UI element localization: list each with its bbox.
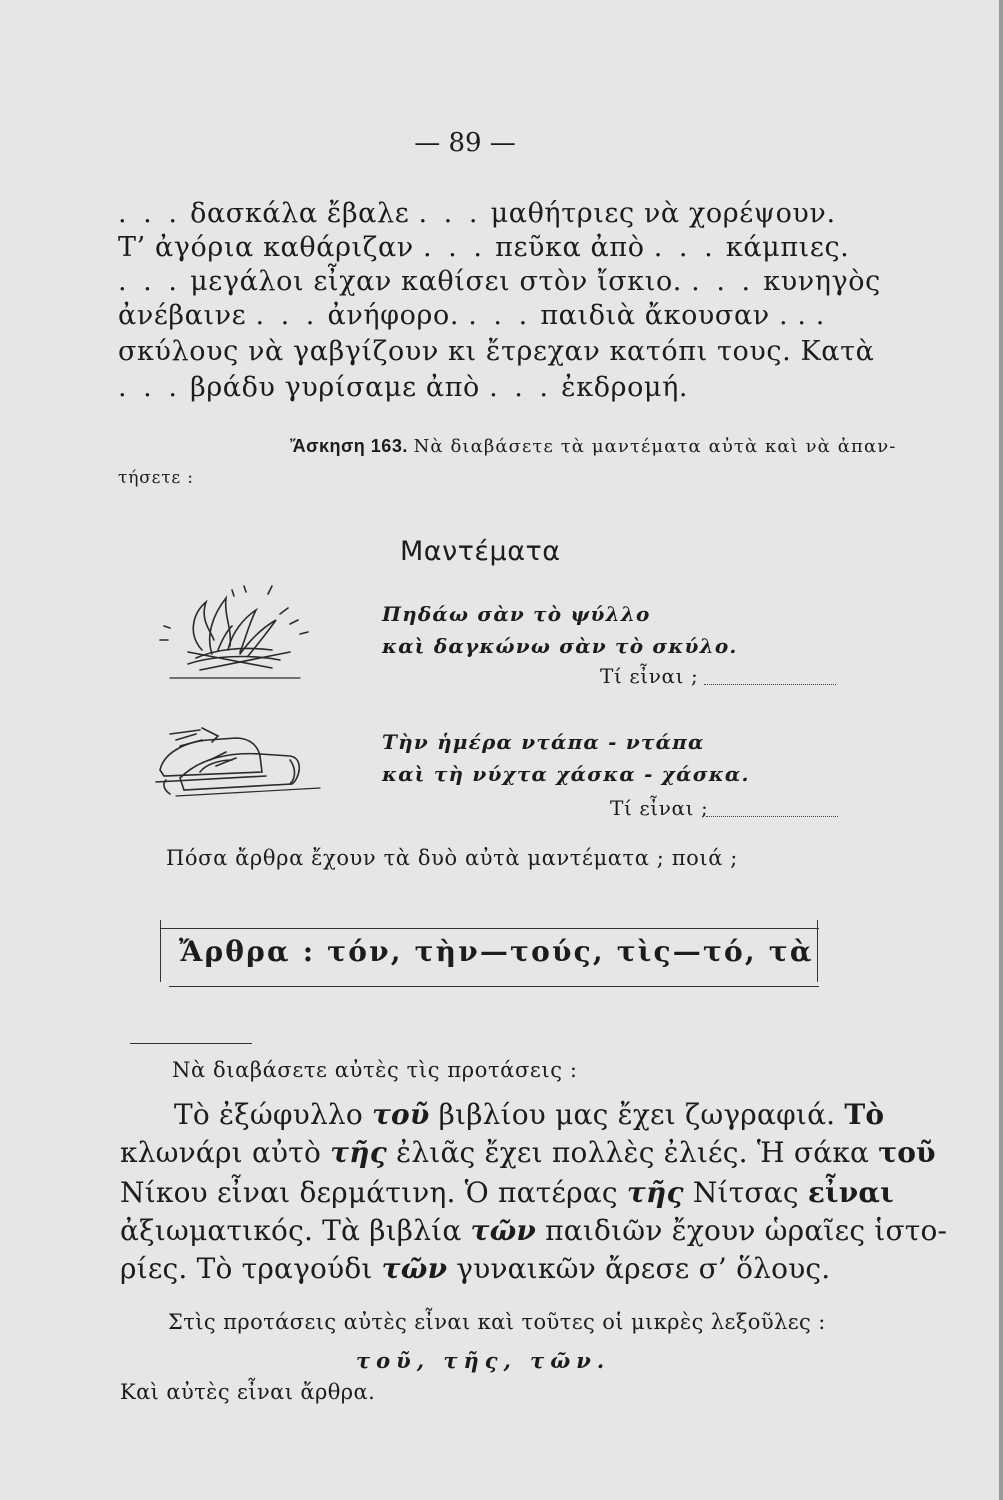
intro-line-3: . . . μεγάλοι εἶχαν καθίσει στὸν ἴσκιο. . . . κυνηγὸς (118, 266, 881, 297)
fire-illustration (140, 580, 330, 690)
exercise-heading (290, 436, 896, 457)
intro-line-4: ἀνέβαινε . . . ἀνήφορο. . . . παιδιὰ ἄκουσαν . . . (118, 300, 825, 331)
riddle-1-question: Τί εἶναι ; (600, 664, 699, 688)
riddle-1-answer-line (704, 684, 836, 685)
intro-line-1: . . . δασκάλα ἔβαλε . . . μαθήτριες νὰ χορέψουν. (118, 198, 836, 229)
closing-line: Καὶ αὐτὲς εἶναι ἄρθρα. (120, 1380, 376, 1404)
paragraph-line-2: κλωνάρι αὐτὸ τῆς ἐλιᾶς ἔχει πολλὲς ἐλιές. Ἡ σάκα τοῦ (120, 1136, 936, 1169)
intro-line-2: Τ’ ἀγόρια καθάριζαν . . . πεῦκα ἀπὸ . . . κάμπιες. (118, 232, 850, 263)
read-prompt: Νὰ διαβάσετε αὐτὲς τὶς προτάσεις : (172, 1058, 578, 1082)
intro-line-5: σκύλους νὰ γαβγίζουν κι ἔτρεχαν κατόπι τους. Κατὰ (118, 336, 875, 367)
note-line: Στὶς προτάσεις αὐτὲς εἶναι καὶ τοῦτες οἱ μικρὲς λεξοῦλες : (168, 1310, 826, 1334)
articles-box (160, 920, 818, 982)
page-number: — 89 — (414, 128, 516, 158)
exercise-instruction-continued: τήσετε : (118, 468, 194, 488)
exercise-label: Ἄσκηση 163. (290, 436, 408, 456)
articles-box-bottom-rule (169, 986, 819, 987)
riddles-title: Μαντέματα (400, 536, 561, 567)
paragraph-line-3: Νίκου εἶναι δερμάτινη. Ὁ πατέρας τῆς Νίτσας εἶναι (120, 1176, 894, 1209)
paragraph-line-5: ρίες. Τὸ τραγούδι τῶν γυναικῶν ἄρεσε σ’ ὅλους. (120, 1252, 831, 1285)
article-highlight: Τὸ (844, 1098, 885, 1131)
article-highlight: τοῦ (878, 1136, 936, 1169)
page-edge-shadow (999, 0, 1003, 1500)
article-highlight: τῶν (470, 1214, 537, 1247)
riddle-2-question: Τί εἶναι ; (610, 796, 709, 820)
riddle-2-line-1: Τὴν ἡμέρα ντάπα - ντάπα (382, 730, 705, 754)
section-divider (130, 1043, 252, 1044)
riddle-2-line-2: καὶ τὴ νύχτα χάσκα - χάσκα. (382, 762, 750, 786)
articles-box-top-rule (161, 928, 819, 929)
riddle-1-line-1: Πηδάω σὰν τὸ ψύλλο (382, 602, 651, 626)
riddle-1-line-2: καὶ δαγκώνω σὰν τὸ σκύλο. (382, 634, 738, 658)
shoes-illustration (140, 712, 340, 802)
paragraph-line-4: ἀξιωματικός. Τὰ βιβλία τῶν παιδιῶν ἔχουν ὡραῖες ἱστο- (120, 1214, 948, 1247)
article-highlight: τῶν (381, 1252, 448, 1285)
article-highlight: τῆς (330, 1136, 387, 1169)
articles-list: Ἄρθρα : τόν, τὴν—τούς, τὶς—τό, τὰ (179, 935, 814, 968)
intro-line-6: . . . βράδυ γυρίσαμε ἀπὸ . . . ἐκδρομή. (118, 372, 689, 403)
paragraph-line-1: Τὸ ἐξώφυλλο τοῦ βιβλίου μας ἔχει ζωγραφιά. Τὸ (174, 1098, 885, 1131)
article-highlight: τοῦ (372, 1098, 430, 1131)
exercise-instruction: Νὰ διαβάσετε τὰ μαντέματα αὐτὰ καὶ νὰ ἀπαν- (413, 436, 897, 457)
article-highlight: εἶναι (807, 1176, 894, 1209)
article-highlight: τῆς (626, 1176, 684, 1209)
riddle-2-answer-line (706, 816, 838, 817)
small-words-list: τοῦ, τῆς, τῶν. (356, 1348, 611, 1373)
articles-question: Πόσα ἄρθρα ἔχουν τὰ δυὸ αὐτὰ μαντέματα ; ποιά ; (166, 846, 738, 870)
